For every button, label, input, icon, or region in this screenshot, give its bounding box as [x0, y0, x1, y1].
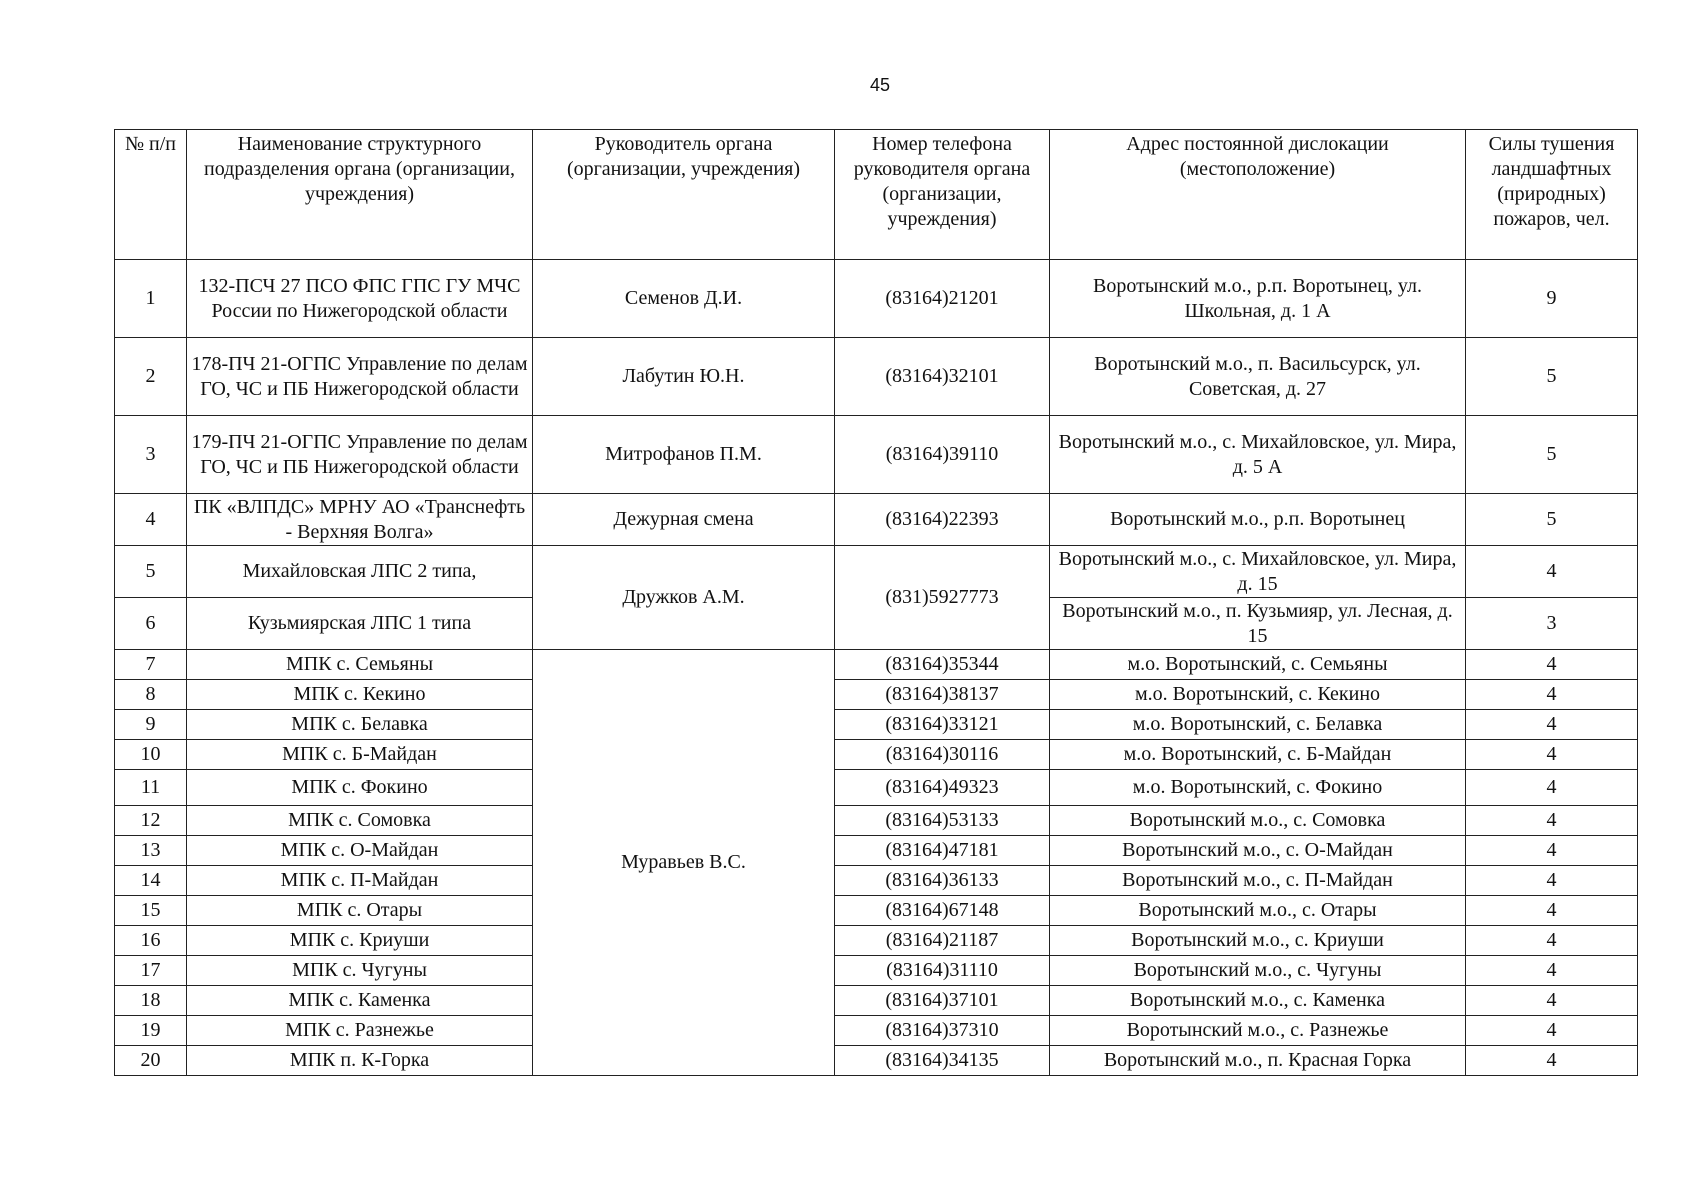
cell-unit: МПК с. Б-Майдан — [187, 740, 533, 770]
header-address: Адрес постоянной дислокации (местоположение) — [1050, 130, 1466, 260]
cell-num: 3 — [115, 416, 187, 494]
table-row — [115, 986, 1638, 1016]
cell-forces: 4 — [1466, 546, 1638, 598]
cell-address: Воротынский м.о., с. Михайловское, ул. Мира, д. 5 А — [1050, 416, 1466, 494]
cell-forces: 4 — [1466, 680, 1638, 710]
cell-unit: МПК п. К-Горка — [187, 1046, 533, 1076]
cell-num: 20 — [115, 1046, 187, 1076]
cell-unit: 179-ПЧ 21-ОГПС Управление по делам ГО, ЧС и ПБ Нижегородской области — [187, 416, 533, 494]
cell-num: 14 — [115, 866, 187, 896]
cell-forces: 5 — [1466, 416, 1638, 494]
cell-address: Воротынский м.о., с. Михайловское, ул. Мира, д. 15 — [1050, 546, 1466, 598]
cell-address: м.о. Воротынский, с. Кекино — [1050, 680, 1466, 710]
cell-phone: (83164)39110 — [835, 416, 1050, 494]
cell-phone: (83164)31110 — [835, 956, 1050, 986]
cell-address: Воротынский м.о., с. Отары — [1050, 896, 1466, 926]
cell-phone: (83164)53133 — [835, 806, 1050, 836]
table-row — [115, 546, 1638, 598]
cell-num: 2 — [115, 338, 187, 416]
header-num: № п/п — [115, 130, 187, 260]
table-row — [115, 740, 1638, 770]
cell-address: м.о. Воротынский, с. Б-Майдан — [1050, 740, 1466, 770]
cell-address: Воротынский м.о., п. Красная Горка — [1050, 1046, 1466, 1076]
fire-forces-table — [114, 129, 1638, 1076]
cell-forces: 4 — [1466, 650, 1638, 680]
header-phone: Номер телефона руководителя органа (организации, учреждения) — [835, 130, 1050, 260]
table-row — [115, 494, 1638, 546]
cell-phone: (83164)30116 — [835, 740, 1050, 770]
cell-address: Воротынский м.о., с. О-Майдан — [1050, 836, 1466, 866]
table-row — [115, 836, 1638, 866]
cell-head-merged: Муравьев В.С. — [533, 650, 835, 1076]
cell-unit: МПК с. Отары — [187, 896, 533, 926]
cell-head: Семенов Д.И. — [533, 260, 835, 338]
table-header-row — [115, 130, 1638, 260]
cell-phone: (83164)21201 — [835, 260, 1050, 338]
cell-address: м.о. Воротынский, с. Белавка — [1050, 710, 1466, 740]
header-unit: Наименование структурного подразделения органа (организации, учреждения) — [187, 130, 533, 260]
cell-phone: (83164)32101 — [835, 338, 1050, 416]
cell-phone: (83164)37101 — [835, 986, 1050, 1016]
cell-address: Воротынский м.о., с. Криуши — [1050, 926, 1466, 956]
cell-address: Воротынский м.о., с. Сомовка — [1050, 806, 1466, 836]
cell-forces: 4 — [1466, 956, 1638, 986]
table-row — [115, 710, 1638, 740]
table-row — [115, 896, 1638, 926]
page-number: 45 — [869, 75, 891, 95]
cell-forces: 4 — [1466, 926, 1638, 956]
cell-unit: МПК с. О-Майдан — [187, 836, 533, 866]
cell-unit: МПК с. Чугуны — [187, 956, 533, 986]
cell-forces: 4 — [1466, 770, 1638, 806]
table-row — [115, 650, 1638, 680]
cell-num: 15 — [115, 896, 187, 926]
table-row — [115, 260, 1638, 338]
cell-num: 13 — [115, 836, 187, 866]
cell-unit: Кузьмиярская ЛПС 1 типа — [187, 598, 533, 650]
cell-unit: МПК с. П-Майдан — [187, 866, 533, 896]
header-forces: Силы тушения ландшафтных (природных) пожаров, чел. — [1466, 130, 1638, 260]
table-row — [115, 866, 1638, 896]
cell-address: Воротынский м.о., р.п. Воротынец, ул. Школьная, д. 1 А — [1050, 260, 1466, 338]
cell-phone: (83164)47181 — [835, 836, 1050, 866]
cell-num: 12 — [115, 806, 187, 836]
cell-address: Воротынский м.о., с. Разнежье — [1050, 1016, 1466, 1046]
cell-unit: Михайловская ЛПС 2 типа, — [187, 546, 533, 598]
cell-unit: МПК с. Разнежье — [187, 1016, 533, 1046]
cell-phone: (83164)37310 — [835, 1016, 1050, 1046]
cell-phone: (83164)33121 — [835, 710, 1050, 740]
cell-num: 10 — [115, 740, 187, 770]
cell-unit: МПК с. Каменка — [187, 986, 533, 1016]
table-row — [115, 1046, 1638, 1076]
cell-address: м.о. Воротынский, с. Семьяны — [1050, 650, 1466, 680]
cell-num: 8 — [115, 680, 187, 710]
cell-num: 19 — [115, 1016, 187, 1046]
cell-unit: МПК с. Криуши — [187, 926, 533, 956]
cell-phone: (83164)21187 — [835, 926, 1050, 956]
cell-forces: 4 — [1466, 740, 1638, 770]
cell-address: Воротынский м.о., с. Чугуны — [1050, 956, 1466, 986]
cell-address: Воротынский м.о., п. Васильсурск, ул. Советская, д. 27 — [1050, 338, 1466, 416]
cell-forces: 4 — [1466, 866, 1638, 896]
cell-forces: 4 — [1466, 806, 1638, 836]
cell-unit: МПК с. Сомовка — [187, 806, 533, 836]
table-row — [115, 1016, 1638, 1046]
cell-num: 4 — [115, 494, 187, 546]
cell-num: 6 — [115, 598, 187, 650]
table-row — [115, 680, 1638, 710]
cell-phone: (83164)49323 — [835, 770, 1050, 806]
cell-phone: (83164)34135 — [835, 1046, 1050, 1076]
cell-phone-merged: (831)5927773 — [835, 546, 1050, 650]
cell-unit: ПК «ВЛПДС» МРНУ АО «Транснефть - Верхняя Волга» — [187, 494, 533, 546]
cell-phone: (83164)36133 — [835, 866, 1050, 896]
cell-phone: (83164)38137 — [835, 680, 1050, 710]
cell-num: 1 — [115, 260, 187, 338]
cell-forces: 4 — [1466, 836, 1638, 866]
table-row — [115, 806, 1638, 836]
table-row — [115, 338, 1638, 416]
cell-head: Дежурная смена — [533, 494, 835, 546]
cell-head-merged: Дружков А.М. — [533, 546, 835, 650]
table-row — [115, 416, 1638, 494]
cell-forces: 4 — [1466, 1016, 1638, 1046]
cell-unit: МПК с. Семьяны — [187, 650, 533, 680]
cell-forces: 4 — [1466, 1046, 1638, 1076]
cell-phone: (83164)67148 — [835, 896, 1050, 926]
cell-unit: 132-ПСЧ 27 ПСО ФПС ГПС ГУ МЧС России по Нижегородской области — [187, 260, 533, 338]
cell-unit: МПК с. Белавка — [187, 710, 533, 740]
table-row — [115, 770, 1638, 806]
cell-forces: 4 — [1466, 896, 1638, 926]
cell-forces: 9 — [1466, 260, 1638, 338]
cell-num: 16 — [115, 926, 187, 956]
cell-forces: 4 — [1466, 710, 1638, 740]
cell-num: 9 — [115, 710, 187, 740]
cell-unit: МПК с. Кекино — [187, 680, 533, 710]
cell-address: Воротынский м.о., с. Каменка — [1050, 986, 1466, 1016]
cell-address: Воротынский м.о., п. Кузьмияр, ул. Лесная, д. 15 — [1050, 598, 1466, 650]
cell-unit: 178-ПЧ 21-ОГПС Управление по делам ГО, ЧС и ПБ Нижегородской области — [187, 338, 533, 416]
cell-address: Воротынский м.о., с. П-Майдан — [1050, 866, 1466, 896]
table-row — [115, 926, 1638, 956]
cell-forces: 3 — [1466, 598, 1638, 650]
cell-num: 17 — [115, 956, 187, 986]
cell-forces: 4 — [1466, 986, 1638, 1016]
cell-forces: 5 — [1466, 338, 1638, 416]
cell-num: 11 — [115, 770, 187, 806]
cell-unit: МПК с. Фокино — [187, 770, 533, 806]
cell-head: Митрофанов П.М. — [533, 416, 835, 494]
cell-num: 7 — [115, 650, 187, 680]
cell-phone: (83164)22393 — [835, 494, 1050, 546]
cell-address: м.о. Воротынский, с. Фокино — [1050, 770, 1466, 806]
cell-head: Лабутин Ю.Н. — [533, 338, 835, 416]
cell-num: 5 — [115, 546, 187, 598]
cell-address: Воротынский м.о., р.п. Воротынец — [1050, 494, 1466, 546]
cell-forces: 5 — [1466, 494, 1638, 546]
cell-phone: (83164)35344 — [835, 650, 1050, 680]
table-row — [115, 956, 1638, 986]
cell-num: 18 — [115, 986, 187, 1016]
header-head: Руководитель органа (организации, учреждения) — [533, 130, 835, 260]
